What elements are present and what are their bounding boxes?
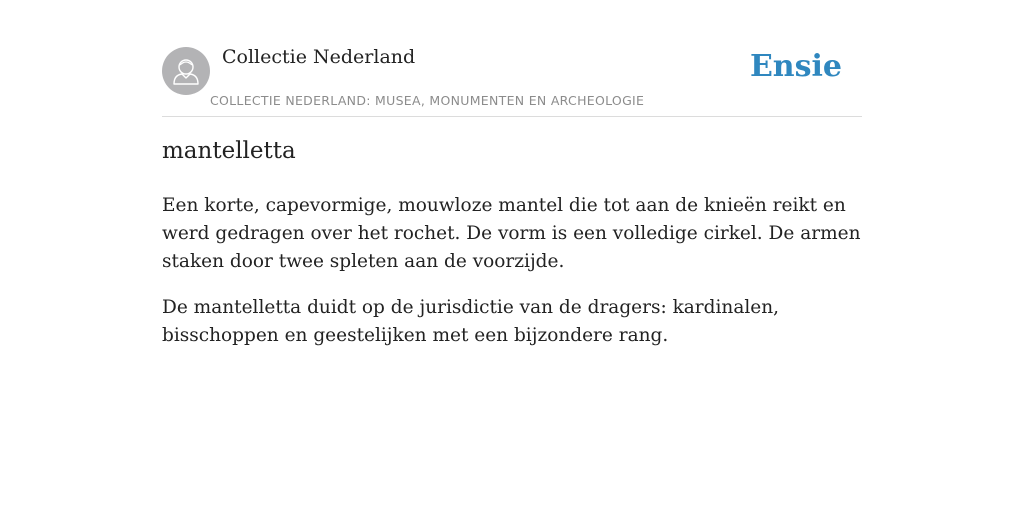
article-body <box>162 192 872 368</box>
article-paragraph: De mantelletta duidt op de jurisdictie van de dragers: kardinalen, bisschoppen en geestelijken met een bijzondere rang. <box>162 297 780 346</box>
author-subtitle[interactable]: COLLECTIE NEDERLAND: MUSEA, MONUMENTEN EN ARCHEOLOGIE <box>210 93 645 108</box>
article-paragraph: Een korte, capevormige, mouwloze mantel die tot aan de knieën reikt en werd gedragen over het rochet. De vorm is een volledige cirkel. De armen staken door twee spleten aan de voorzijde. <box>162 195 861 272</box>
author-name[interactable]: Collectie Nederland <box>222 46 416 68</box>
author-avatar[interactable] <box>162 47 210 95</box>
user-avatar-icon <box>162 47 210 95</box>
brand-logo-link[interactable]: Ensie <box>749 49 842 84</box>
article-title: mantelletta <box>162 138 296 164</box>
article-header <box>162 46 862 117</box>
